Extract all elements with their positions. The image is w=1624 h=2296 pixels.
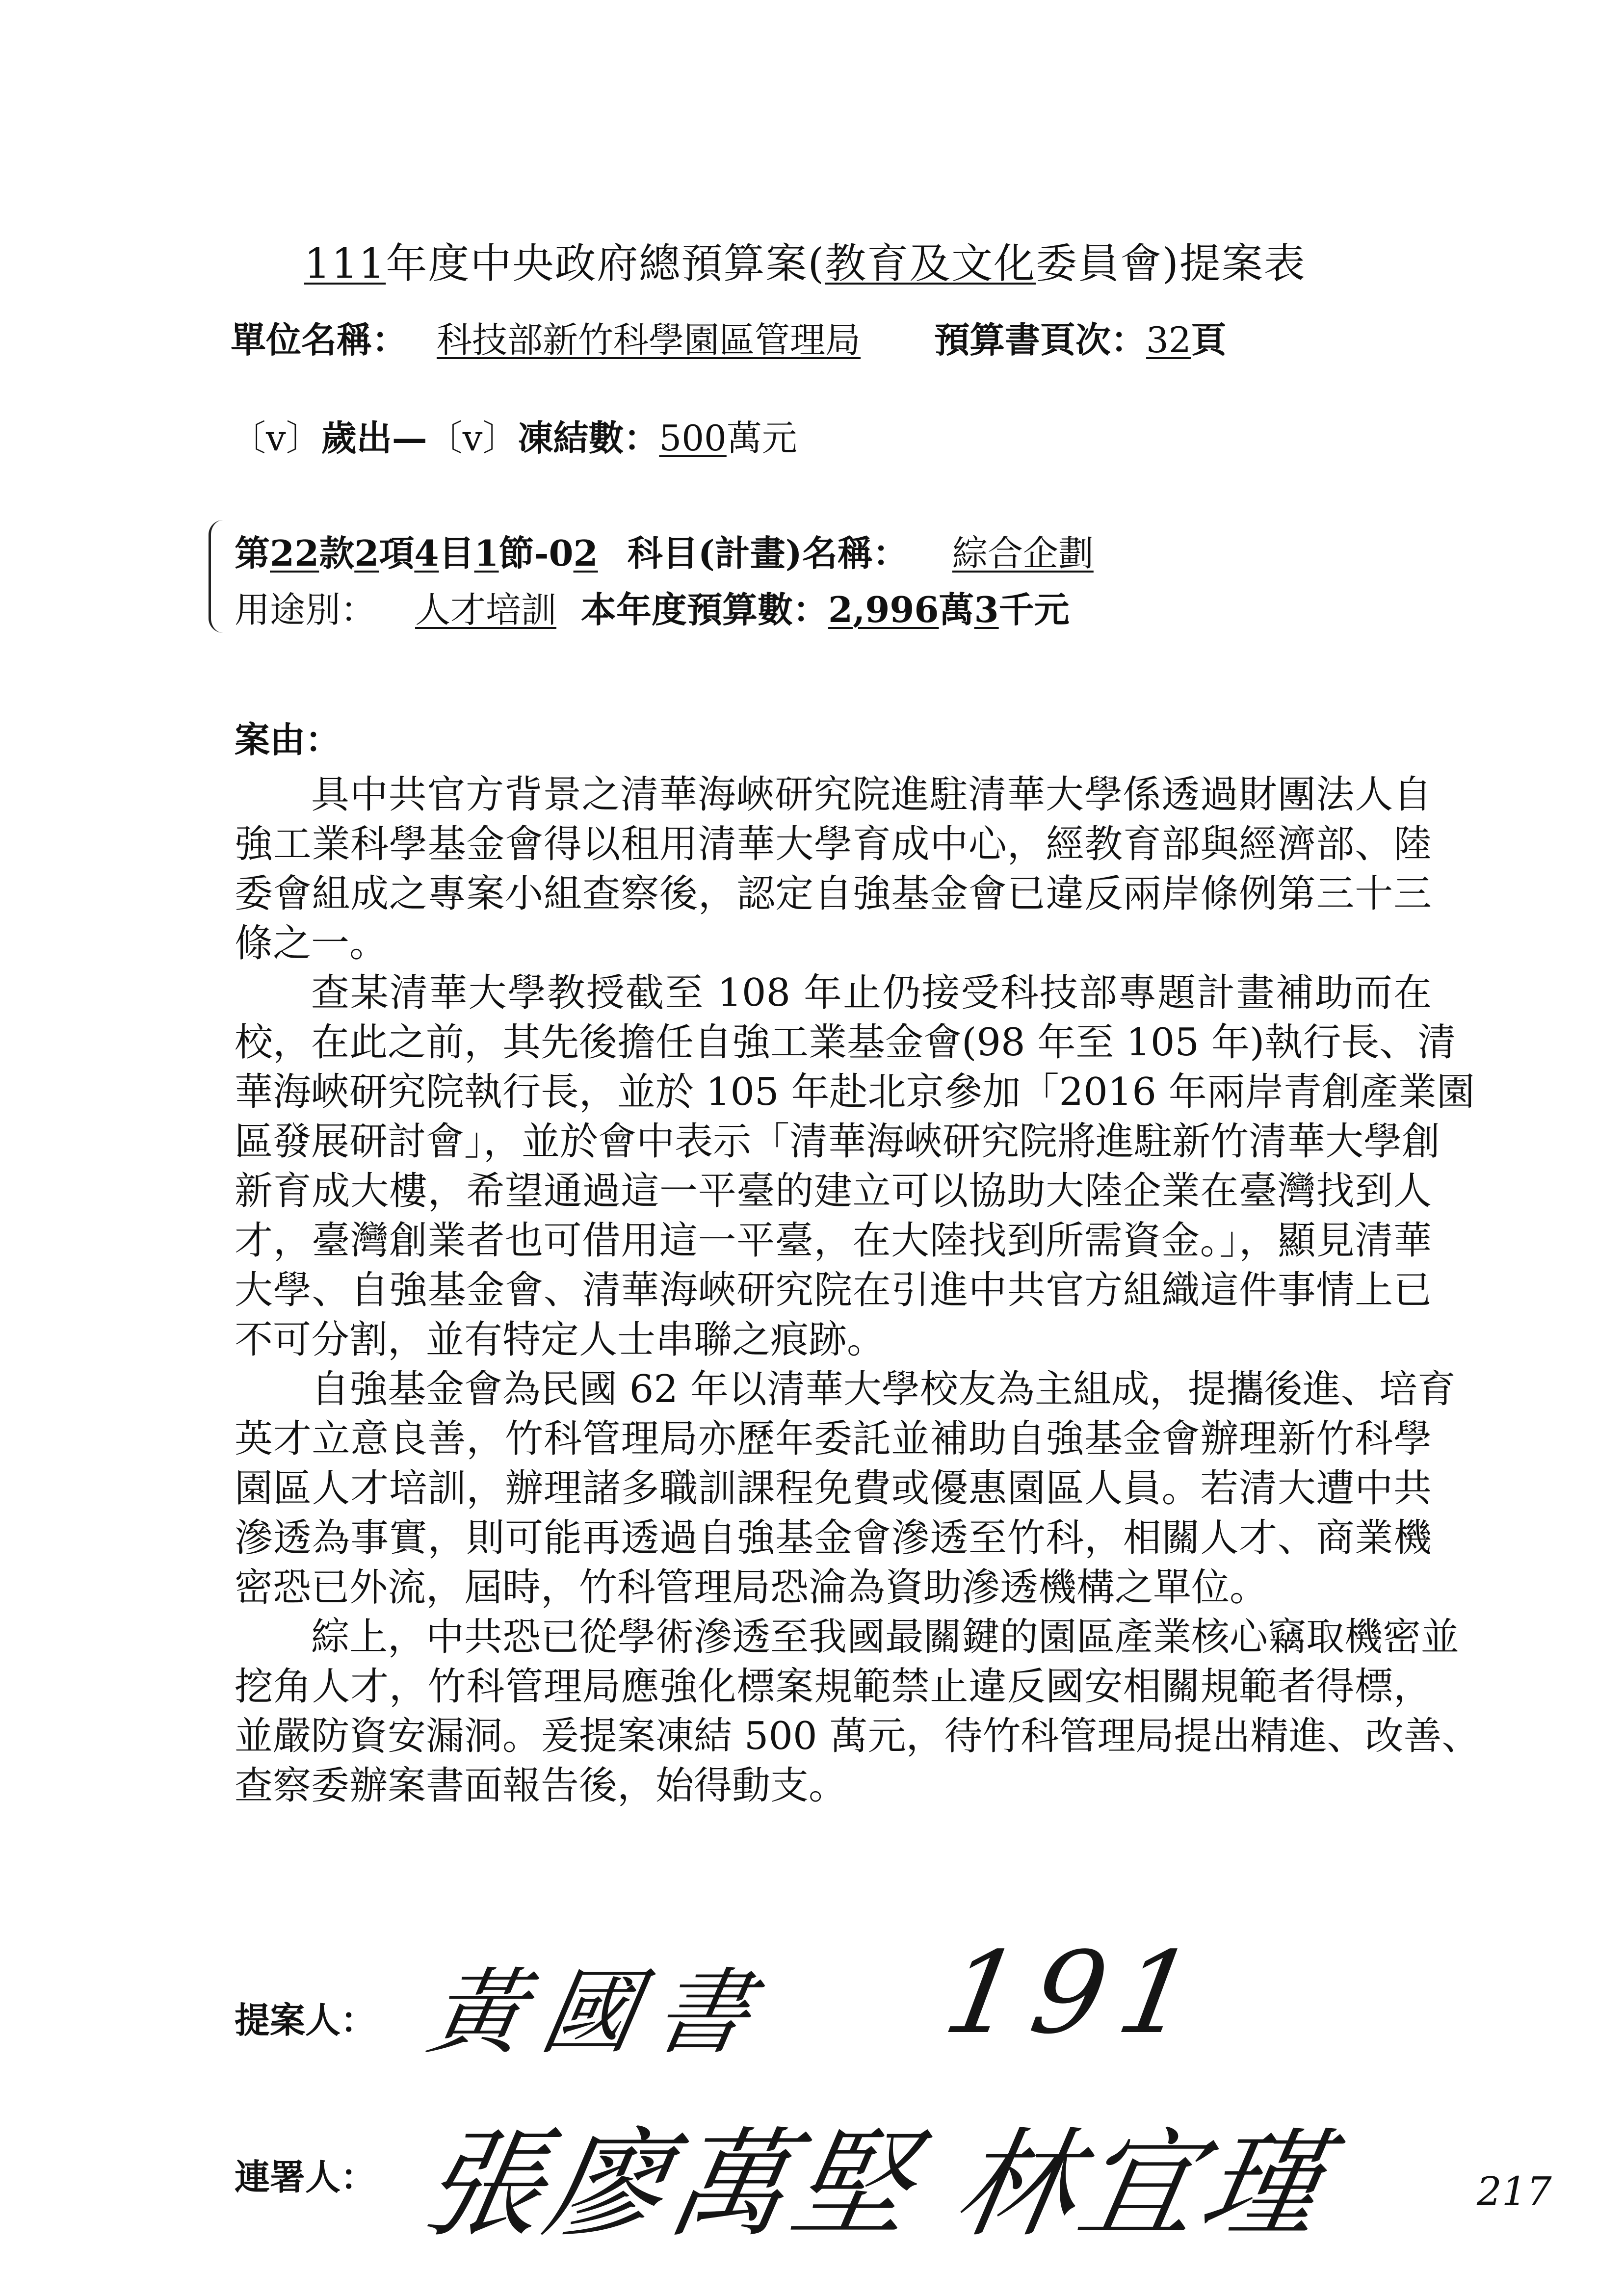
acct-text: 目 [439,532,474,574]
body-line: 自強基金會為民國 62 年以清華大學校友為主組成，提攜後進、培育 [311,1367,1456,1411]
title-year: 111 [304,239,386,287]
freeze-label: 凍結數： [518,417,659,459]
freeze-row [231,410,797,461]
acct-text: 項 [379,532,415,574]
reason-label: 案由： [235,719,341,760]
title-committee: 教育及文化 [825,239,1036,287]
page-value: 32 [1146,319,1191,361]
budget-unit: 千元 [998,589,1070,630]
freeze-checkbox: 〔v〕 [427,417,518,459]
page-label: 預算書頁次： [934,319,1147,361]
body-line: 才，臺灣創業者也可借用這一平臺，在大陸找到所需資金。」，顯見清華 [235,1219,1432,1263]
proposer-signature: 黃國書 [420,1958,779,2067]
body-line: 條之一。 [235,921,388,965]
acct-text: 款 [319,532,355,574]
acct-kuan: 22 [270,532,319,574]
acct-sub: 2 [573,532,598,574]
body-line: 區發展研討會」，並於會中表示「清華海峽研究院將進駐新竹清華大學創 [235,1120,1441,1164]
subject-value: 綜合企劃 [952,533,1094,574]
page-unit: 頁 [1191,319,1227,361]
body-line: 大學、自強基金會、清華海峽研究院在引進中共官方組織這件事情上已 [235,1268,1432,1312]
body-line: 新育成大樓，希望通過這一平臺的建立可以協助大陸企業在臺灣找到人 [235,1169,1432,1213]
title-text: 年度中央政府總預算案( [386,239,825,287]
body-line: 密恐已外流，屆時，竹科管理局恐淪為資助滲透機構之單位。 [235,1565,1268,1610]
proposer-number: 191 [935,1928,1218,2059]
bracket [209,520,231,633]
proposer-label: 提案人： [235,1999,376,2041]
form-title [304,231,1306,290]
unit-label: 單位名稱： [231,319,408,361]
body-line: 不可分割，並有特定人士串聯之痕跡。 [235,1318,886,1362]
reason-body [235,770,1480,1811]
acct-jie: 1 [474,532,499,574]
body-line: 校，在此之前，其先後擔任自強工業基金會(98 年至 105 年)執行長、清 [235,1020,1456,1065]
body-line: 強工業科學基金會得以租用清華大學育成中心，經教育部與經濟部、陸 [235,822,1432,866]
body-line: 園區人才培訓，辦理諸多職訓課程免費或優惠園區人員。若清大遭中共 [235,1466,1432,1511]
budget-unit: 萬 [939,589,974,630]
unit-value: 科技部新竹科學園區管理局 [437,319,861,361]
acct-text: 第 [235,532,270,574]
use-row [235,581,1070,632]
unit-row [231,312,1227,363]
account-row [235,525,1133,576]
acct-text: 節-0 [498,532,574,574]
budget-qian: 3 [974,589,999,630]
cosigner-label: 連署人： [235,2156,376,2198]
body-line: 查察委辦案書面報告後，始得動支。 [235,1764,847,1808]
acct-mu: 4 [414,532,439,574]
body-line: 挖角人才，竹科管理局應強化標案規範禁止違反國安相關規範者得標， [235,1665,1432,1709]
title-suffix: 委員會)提案表 [1036,239,1306,287]
body-line: 華海峽研究院執行長，並於 105 年赴北京參加「2016 年兩岸青創產業園 [235,1070,1475,1114]
subject-label: 科目(計畫)名稱： [627,532,908,574]
expense-label: 歲出— [321,417,427,459]
use-label: 用途別： [235,589,376,630]
budget-label: 本年度預算數： [581,589,829,630]
body-line: 查某清華大學教授截至 108 年止仍接受科技部專題計畫補助而在 [311,971,1432,1015]
body-line: 滲透為事實，則可能再透過自強基金會滲透至竹科，相關人才、商業機 [235,1516,1432,1560]
page-number: 217 [1477,2168,1552,2214]
use-value: 人才培訓 [415,589,557,630]
acct-xiang: 2 [354,532,379,574]
cosigner-signatures: 張廖萬堅 林宜瑾 [413,2116,1338,2253]
body-line: 並嚴防資安漏洞。爰提案凍結 500 萬元，待竹科管理局提出精進、改善、 [235,1714,1480,1758]
body-line: 綜上，中共恐已從學術滲透至我國最關鍵的園區產業核心竊取機密並 [311,1615,1460,1659]
body-line: 具中共官方背景之清華海峽研究院進駐清華大學係透過財團法人自 [311,773,1432,817]
expense-checkbox: 〔v〕 [231,417,321,459]
freeze-amount: 500 [659,417,727,459]
body-line: 英才立意良善，竹科管理局亦歷年委託並補助自強基金會辦理新竹科學 [235,1417,1432,1461]
body-line: 委會組成之專案小組查察後，認定自強基金會已違反兩岸條例第三十三 [235,872,1432,916]
freeze-unit: 萬元 [726,417,797,459]
budget-wan: 2,996 [828,589,939,630]
